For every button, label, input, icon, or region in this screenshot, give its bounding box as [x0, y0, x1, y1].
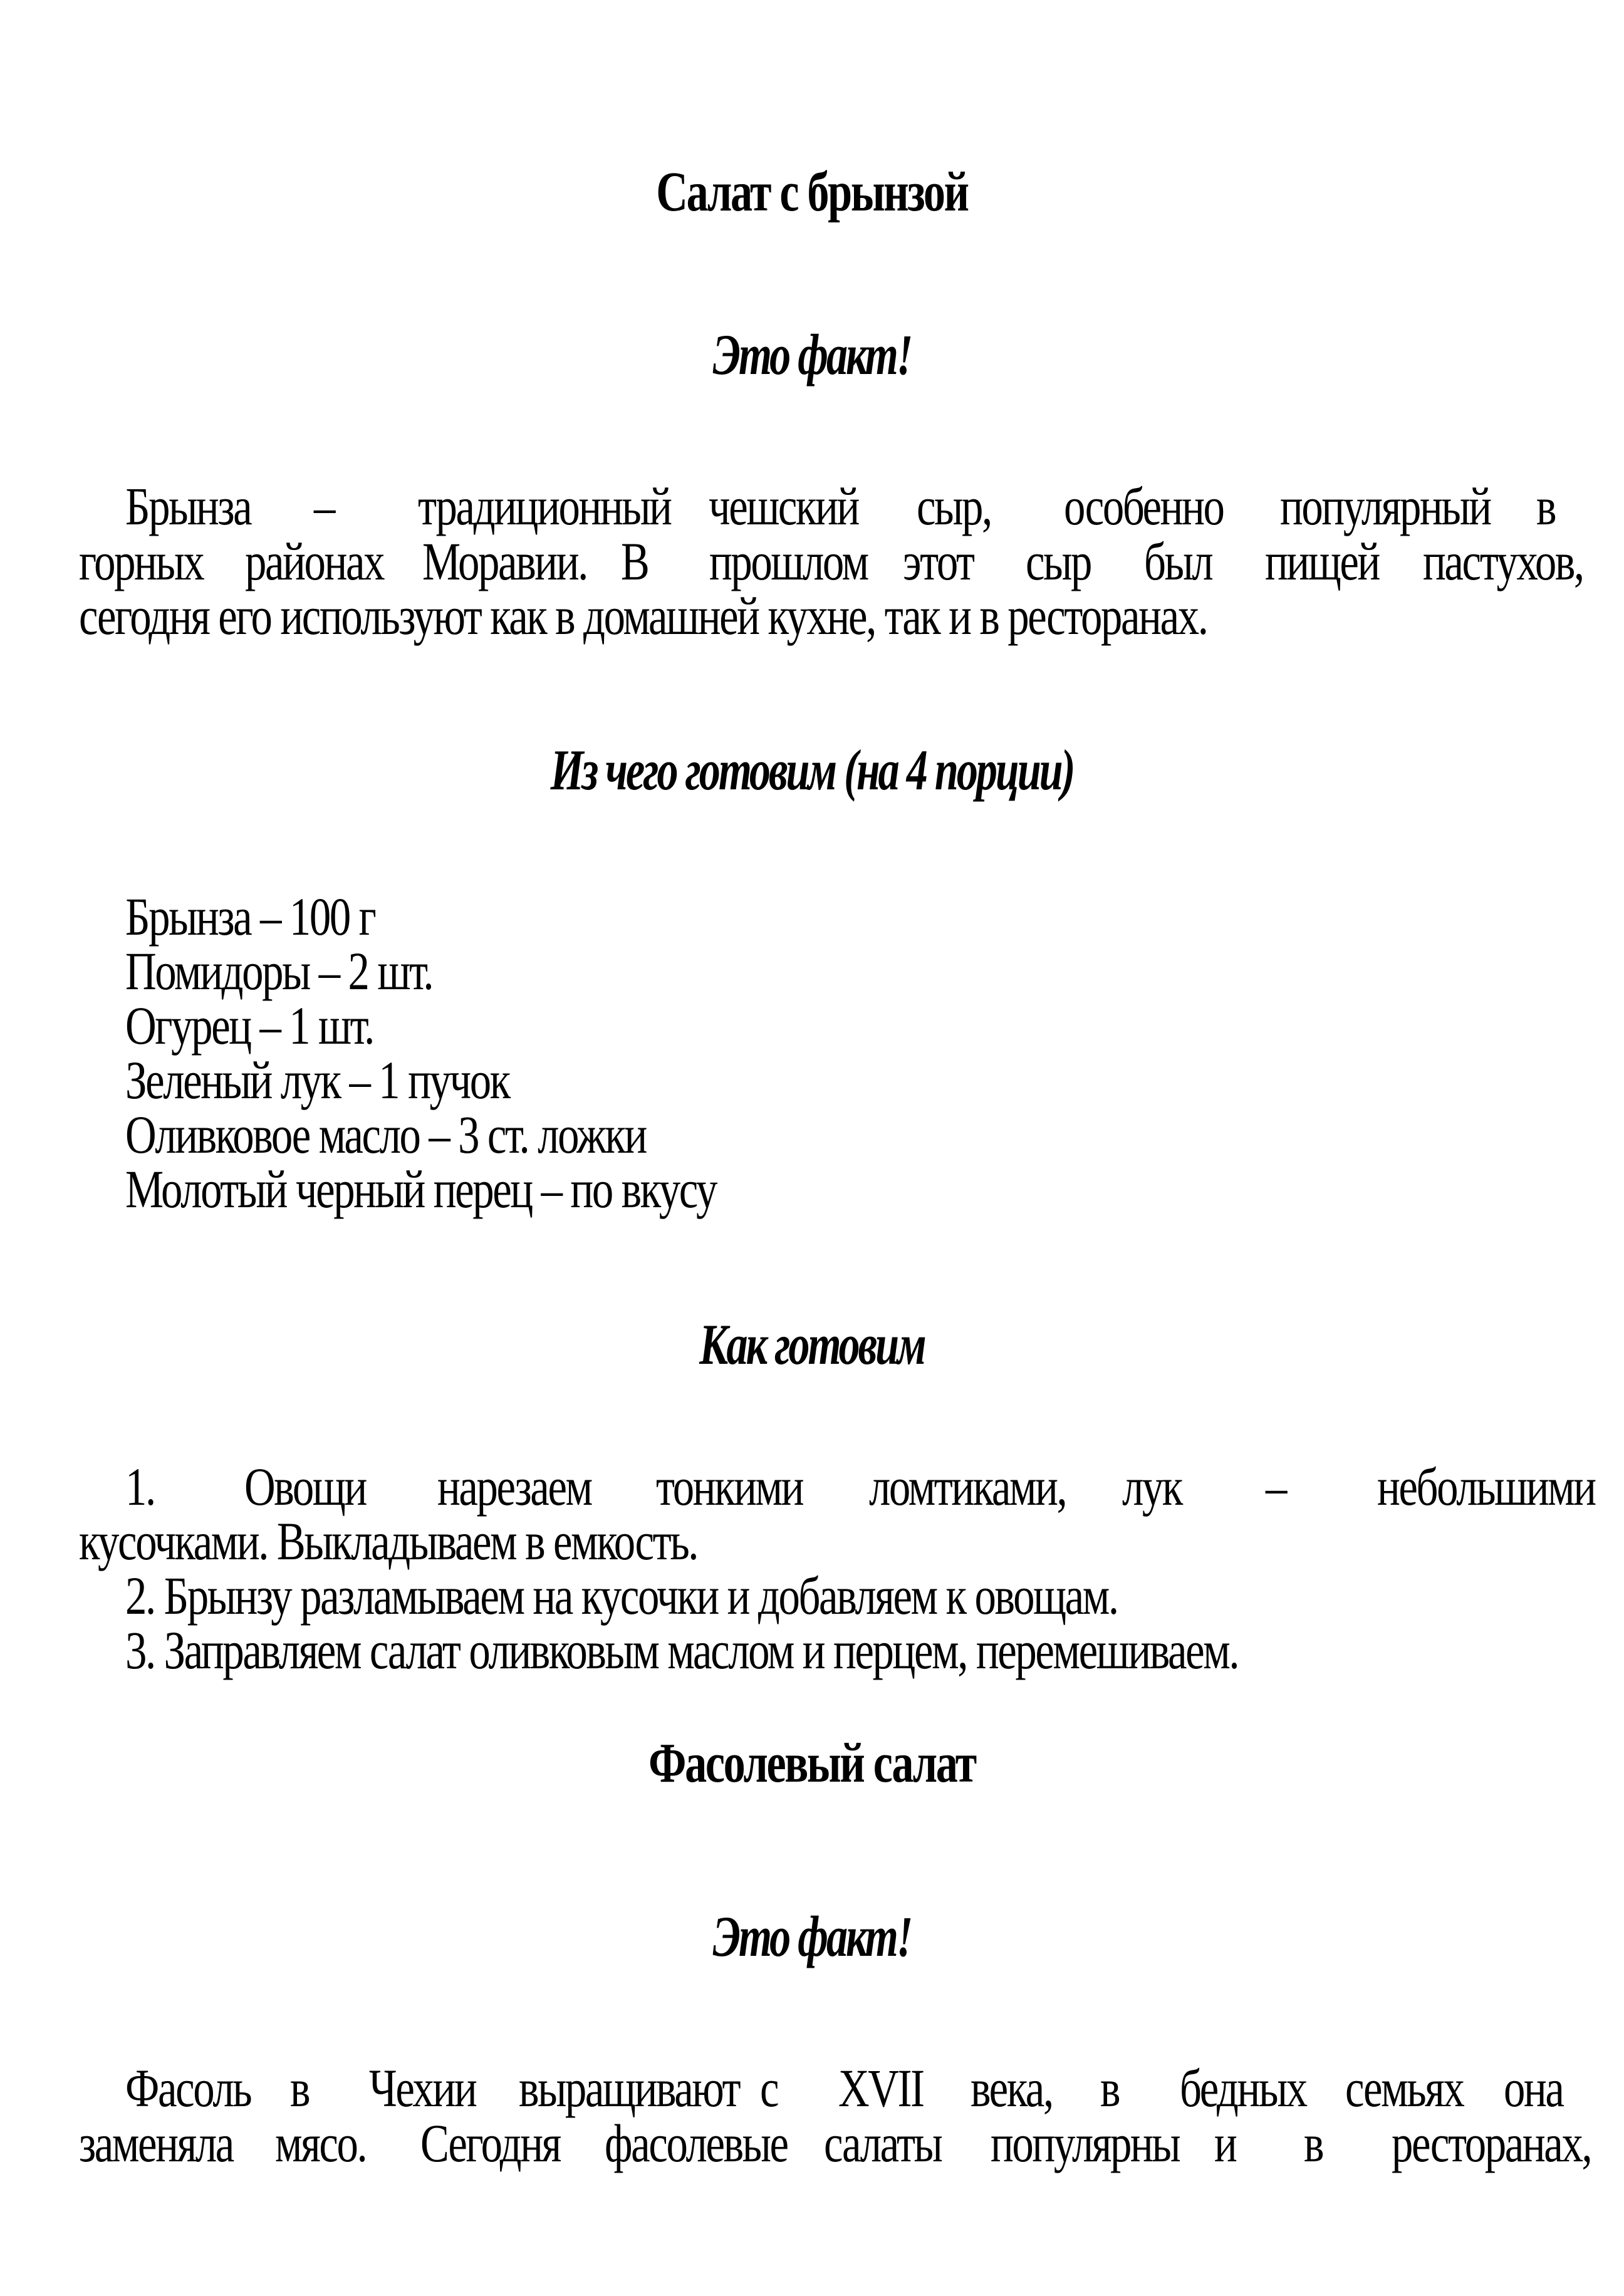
word: в [1304, 2113, 1323, 2173]
word: популярны [990, 2113, 1179, 2173]
word: Моравии. [422, 531, 588, 591]
word: этот [902, 531, 974, 591]
word: семьях [1345, 2058, 1464, 2118]
word: с [759, 2058, 778, 2118]
word: – [313, 476, 334, 536]
ingredients-heading: Из чего готовим (на 4 порции) [550, 738, 1074, 802]
word: фасолевые [605, 2113, 788, 2173]
word: в [1100, 2058, 1120, 2118]
fact-paragraph-line [125, 2058, 1563, 2118]
word: горных [79, 531, 204, 591]
fact-heading: Это факт! [712, 323, 912, 387]
fact-heading: Это факт! [712, 1904, 912, 1968]
step-line: 2. Брынзу разламываем на кусочки и добавляем к овощам. [125, 1566, 1118, 1626]
word: сыр [1025, 531, 1091, 591]
word: в [1536, 476, 1556, 536]
word: бедных [1179, 2058, 1306, 2118]
step-line: 3. Заправляем салат оливковым маслом и перцем, перемешиваем. [125, 1620, 1239, 1680]
word: и [1214, 2113, 1236, 2173]
word: выращивают [519, 2058, 740, 2118]
step-line [125, 1457, 1595, 1517]
word: XVII [838, 2058, 924, 2118]
word: в [289, 2058, 309, 2118]
word: районах [245, 531, 384, 591]
recipe-title: Фасолевый салат [648, 1732, 976, 1794]
word: В [620, 531, 648, 591]
word: салаты [823, 2113, 942, 2173]
word: Чехии [369, 2058, 476, 2118]
word: Овощи [244, 1457, 366, 1517]
recipe-title: Салат с брынзой [656, 161, 968, 223]
steps-heading: Как готовим [699, 1312, 925, 1376]
word: она [1504, 2058, 1563, 2118]
word: сыр, [916, 476, 991, 536]
fact-paragraph-line [79, 2113, 1591, 2173]
step-line: кусочками. Выкладываем в емкость. [79, 1511, 698, 1571]
word: ресторанах, [1392, 2113, 1591, 2173]
word: популярный [1279, 476, 1491, 536]
word: чешский [708, 476, 858, 536]
word: традиционный [418, 476, 671, 536]
fact-paragraph-line: сегодня его используют как в домашней кухне, так и в ресторанах. [79, 586, 1207, 646]
fact-paragraph-line [79, 531, 1584, 591]
word: прошлом [709, 531, 868, 591]
ingredient-item: Брынза – 100 г [125, 886, 375, 947]
word: Сегодня [420, 2113, 560, 2173]
word: Фасоль [125, 2058, 251, 2118]
ingredient-item: Помидоры – 2 шт. [125, 941, 433, 1001]
word: лук [1122, 1457, 1182, 1517]
word: особенно [1064, 476, 1224, 536]
word: заменяла [79, 2113, 233, 2173]
word: пастухов, [1423, 531, 1584, 591]
word: тонкими [655, 1457, 803, 1517]
word: – [1265, 1457, 1286, 1517]
word: 1. [125, 1457, 155, 1517]
word: ломтиками, [868, 1457, 1066, 1517]
word: пищей [1265, 531, 1380, 591]
ingredient-item: Зеленый лук – 1 пучок [125, 1050, 509, 1110]
word: нарезаем [437, 1457, 591, 1517]
ingredient-item: Огурец – 1 шт. [125, 995, 373, 1056]
fact-paragraph-line [125, 476, 1556, 536]
word: века, [970, 2058, 1053, 2118]
word: небольшими [1377, 1457, 1595, 1517]
word: Брынза [125, 476, 251, 536]
ingredient-item: Молотый черный перец – по вкусу [125, 1159, 716, 1219]
ingredient-item: Оливковое масло – 3 ст. ложки [125, 1104, 646, 1165]
word: мясо. [274, 2113, 367, 2173]
word: был [1144, 531, 1212, 591]
